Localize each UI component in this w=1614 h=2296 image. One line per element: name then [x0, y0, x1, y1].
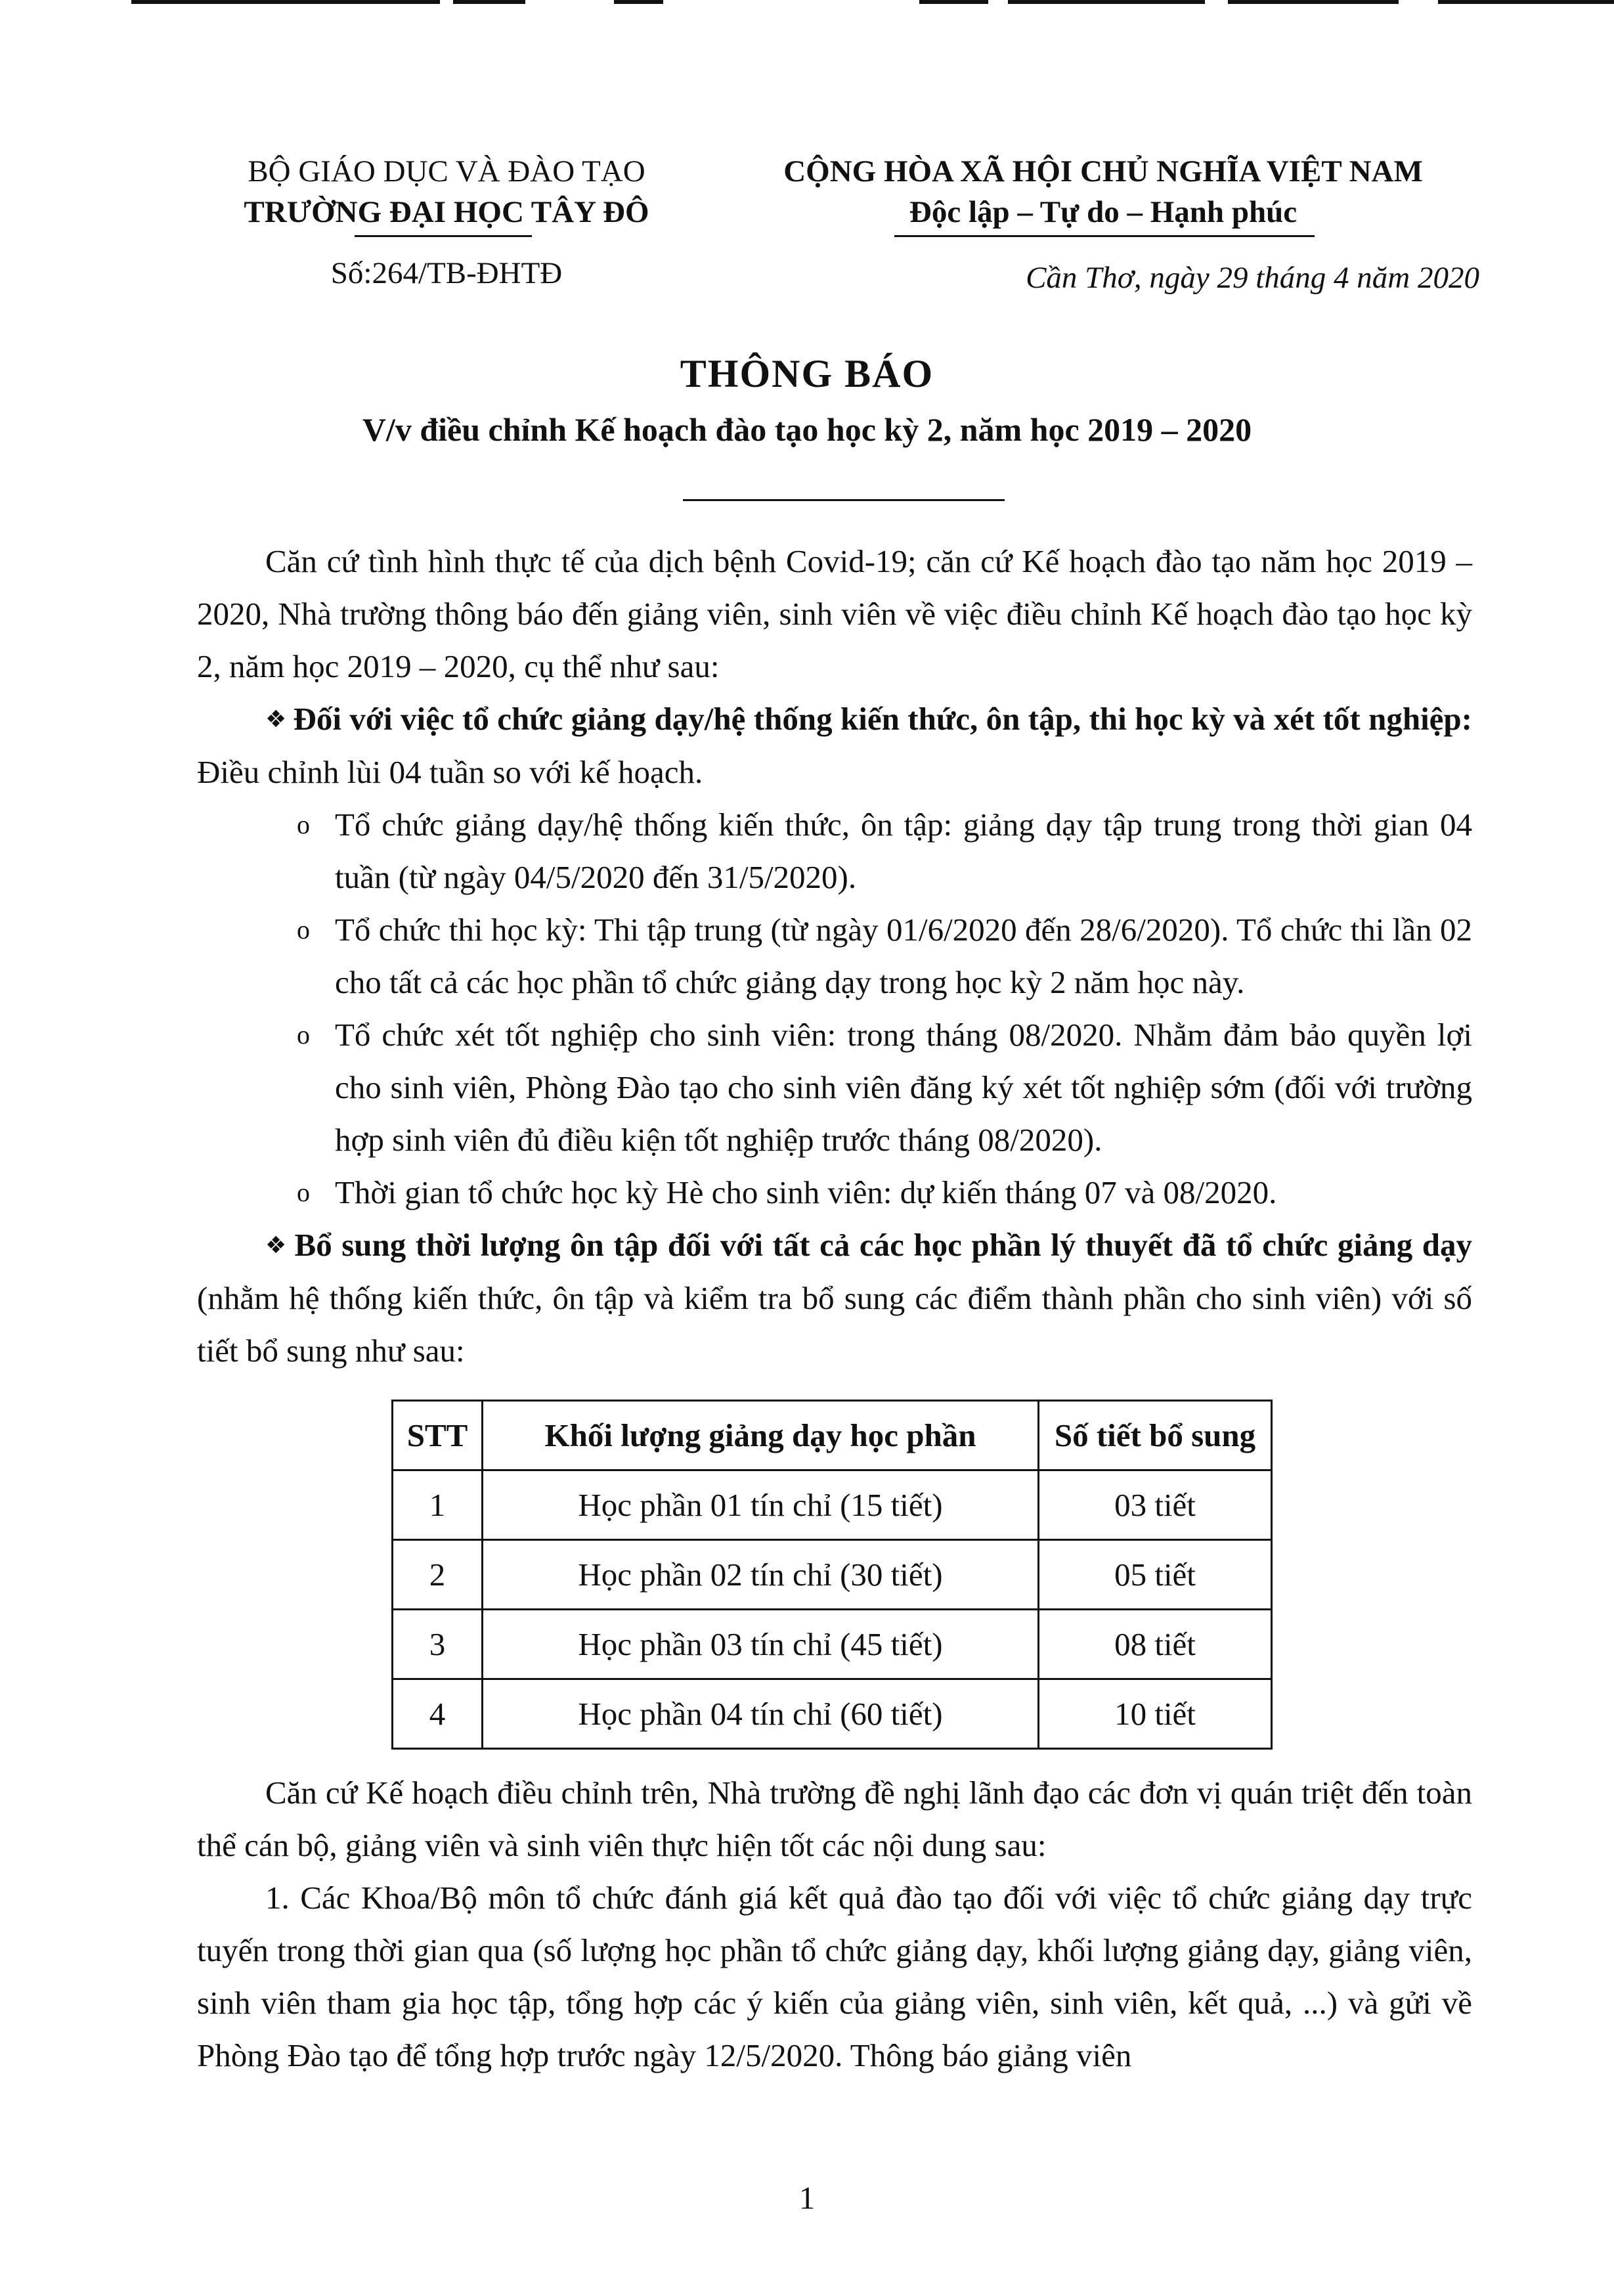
- university-underline: [355, 235, 532, 237]
- circle-bullet-icon: o: [297, 1020, 310, 1049]
- table-row: 3 Học phần 03 tín chỉ (45 tiết) 08 tiết: [393, 1610, 1272, 1679]
- section-1-heading: Đối với việc tổ chức giảng dạy/hệ thống kiến thức, ôn tập, thi học kỳ và xét tốt nghiệp:: [293, 701, 1473, 737]
- document-number: Số:264/TB-ĐHTĐ: [330, 256, 563, 290]
- list-item: o Tổ chức giảng dạy/hệ thống kiến thức, ôn tập: giảng dạy tập trung trong thời gian 04 tuần (từ ngày 04/5/2020 đến 31/5/2020).: [197, 799, 1472, 904]
- republic-name: CỘNG HÒA XÃ HỘI CHỦ NGHĨA VIỆT NAM: [783, 154, 1423, 188]
- diamond-bullet-icon: ❖: [265, 1232, 288, 1259]
- column-header-volume: Khối lượng giảng dạy học phần: [483, 1401, 1039, 1470]
- circle-bullet-icon: o: [297, 915, 310, 944]
- intro-paragraph: Căn cứ tình hình thực tế của dịch bệnh Covid-19; căn cứ Kế hoạch đào tạo năm học 2019 – 2020, Nhà trường thông báo đến giảng viên, sinh viên về việc điều chỉnh Kế hoạch đào tạo học kỳ 2, năm học 2019 – 2020, cụ thể như sau:: [197, 543, 1472, 684]
- university-name: TRƯỜNG ĐẠI HỌC TÂY ĐÔ: [244, 195, 649, 229]
- column-header-extra-periods: Số tiết bổ sung: [1039, 1401, 1272, 1470]
- circle-bullet-icon: o: [297, 810, 310, 839]
- supplementary-hours-table: [391, 1400, 1273, 1750]
- body-upper: [197, 535, 1472, 1377]
- table-header-row: [393, 1401, 1272, 1470]
- document-title: THÔNG BÁO: [680, 352, 934, 395]
- motto-underline: [894, 235, 1315, 237]
- table-row: 1 Học phần 01 tín chỉ (15 tiết) 03 tiết: [393, 1470, 1272, 1540]
- section-1: [197, 693, 1472, 799]
- section-1-list: [197, 799, 1472, 1219]
- closing-paragraph: Căn cứ Kế hoạch điều chỉnh trên, Nhà trường đề nghị lãnh đạo các đơn vị quán triệt đến toàn thể cán bộ, giảng viên và sinh viên thực hiện tốt các nội dung sau:: [197, 1775, 1472, 1863]
- list-item: o Thời gian tổ chức học kỳ Hè cho sinh viên: dự kiến tháng 07 và 08/2020.: [197, 1166, 1472, 1219]
- table-row: 2 Học phần 02 tín chỉ (30 tiết) 05 tiết: [393, 1540, 1272, 1610]
- list-item: o Tổ chức xét tốt nghiệp cho sinh viên: trong tháng 08/2020. Nhằm đảm bảo quyền lợi cho sinh viên, Phòng Đào tạo cho sinh viên đăng ký xét tốt nghiệp sớm (đối với trường hợp sinh viên đủ điều kiện tốt nghiệp trước tháng 08/2020).: [197, 1009, 1472, 1166]
- section-2-heading: Bổ sung thời lượng ôn tập đối với tất cả các học phần lý thuyết đã tổ chức giảng dạy: [294, 1227, 1472, 1263]
- title-divider: [683, 499, 1005, 501]
- circle-bullet-icon: o: [297, 1178, 310, 1207]
- table-row: 4 Học phần 04 tín chỉ (60 tiết) 10 tiết: [393, 1679, 1272, 1749]
- section-1-text: Điều chỉnh lùi 04 tuần so với kế hoạch.: [197, 754, 703, 790]
- national-motto: Độc lập – Tự do – Hạnh phúc: [909, 195, 1298, 229]
- list-item: o Tổ chức thi học kỳ: Thi tập trung (từ ngày 01/6/2020 đến 28/6/2020). Tổ chức thi lần 02 cho tất cả các học phần tổ chức giảng dạy trong học kỳ 2 năm học này.: [197, 904, 1472, 1009]
- column-header-stt: STT: [393, 1401, 483, 1470]
- diamond-bullet-icon: ❖: [265, 706, 287, 733]
- ministry-name: BỘ GIÁO DỤC VÀ ĐÀO TẠO: [248, 154, 645, 188]
- section-2-text: (nhằm hệ thống kiến thức, ôn tập và kiểm tra bổ sung các điểm thành phần cho sinh viên) với số tiết bổ sung như sau:: [197, 1280, 1472, 1369]
- place-and-date: Cần Thơ, ngày 29 tháng 4 năm 2020: [1026, 261, 1479, 295]
- document-subtitle: V/v điều chỉnh Kế hoạch đào tạo học kỳ 2, năm học 2019 – 2020: [362, 411, 1252, 448]
- body-lower: [197, 1767, 1472, 2082]
- point-1-paragraph: 1. Các Khoa/Bộ môn tổ chức đánh giá kết quả đào tạo đối với việc tổ chức giảng dạy trực tuyến trong thời gian qua (số lượng học phần tổ chức giảng dạy, khối lượng giảng dạy, giảng viên, sinh viên tham gia học tập, tổng hợp các ý kiến của giảng viên, sinh viên, kết quả, ...) và gửi về Phòng Đào tạo để tổng hợp trước ngày 12/5/2020. Thông báo giảng viên: [197, 1880, 1472, 2073]
- page-number: 1: [798, 2180, 816, 2216]
- section-2: [197, 1219, 1472, 1377]
